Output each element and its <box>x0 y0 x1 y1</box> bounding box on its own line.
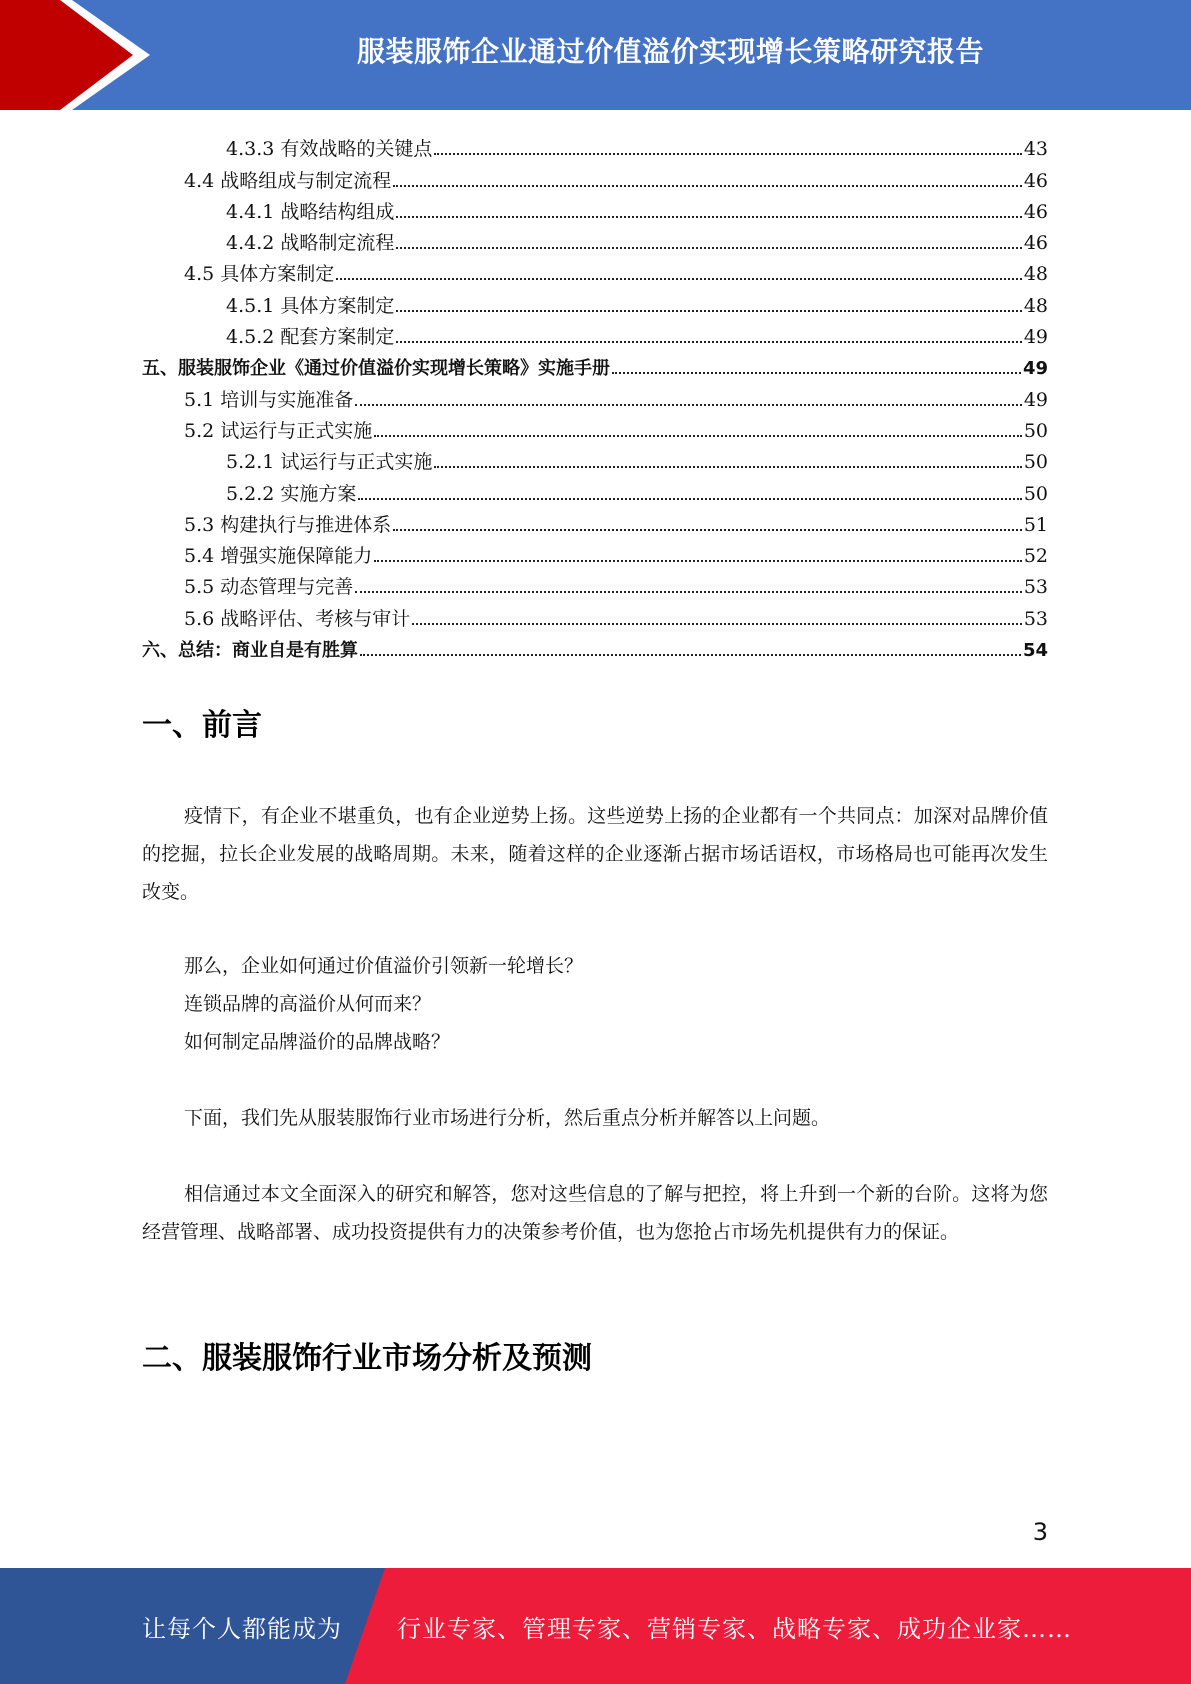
toc-leader-dots <box>612 372 1021 374</box>
toc-leader-dots <box>412 623 1022 625</box>
toc-entry-label: 4.5 具体方案制定 <box>184 263 335 286</box>
toc-entry[interactable] <box>142 472 1048 503</box>
question-3: 如何制定品牌溢价的品牌战略？ <box>184 1031 451 1053</box>
toc-entry-label: 5.6 战略评估、考核与审计 <box>184 607 411 630</box>
toc-leader-dots <box>396 310 1021 312</box>
market-analysis-heading: 二、服装服饰行业市场分析及预测 <box>142 1341 592 1376</box>
footer-slogan-right: 行业专家、管理专家、营销专家、战略专家、成功企业家…… <box>397 1614 1072 1643</box>
toc-entry-label: 4.5.1 具体方案制定 <box>226 294 395 317</box>
toc-entry[interactable] <box>142 128 1048 159</box>
toc-leader-dots <box>374 435 1022 437</box>
page-header <box>0 0 1191 110</box>
toc-entry-page: 49 <box>1022 358 1048 380</box>
question-2: 连锁品牌的高溢价从何而来？ <box>184 993 432 1015</box>
toc-leader-dots <box>393 185 1022 187</box>
preface-heading: 一、前言 <box>142 708 262 743</box>
toc-entry-page: 46 <box>1023 232 1048 255</box>
page-footer <box>0 1568 1191 1684</box>
toc-entry[interactable] <box>142 316 1048 347</box>
toc-entry-label: 5.2 试运行与正式实施 <box>184 419 373 442</box>
toc-entry-page: 50 <box>1023 482 1048 505</box>
toc-entry-page: 48 <box>1023 263 1048 286</box>
toc-entry-label: 4.4 战略组成与制定流程 <box>184 169 392 192</box>
toc-entry-label: 五、服装服饰企业《通过价值溢价实现增长策略》实施手册 <box>142 358 610 380</box>
toc-entry[interactable] <box>142 410 1048 441</box>
toc-entry-page: 49 <box>1023 388 1048 411</box>
toc-leader-dots <box>355 404 1022 406</box>
toc-entry-page: 49 <box>1023 326 1048 349</box>
toc-entry-label: 4.4.1 战略结构组成 <box>226 200 395 223</box>
toc-leader-dots <box>396 216 1021 218</box>
toc-leader-dots <box>355 591 1022 593</box>
toc-entry-page: 50 <box>1023 451 1048 474</box>
toc-entry-page: 46 <box>1023 169 1048 192</box>
table-of-contents <box>142 128 1048 660</box>
toc-leader-dots <box>393 529 1022 531</box>
toc-entry-label: 5.4 增强实施保障能力 <box>184 545 373 568</box>
toc-leader-dots <box>336 278 1022 280</box>
toc-entry-page: 51 <box>1023 513 1048 536</box>
toc-entry-page: 50 <box>1023 419 1048 442</box>
toc-entry[interactable] <box>142 441 1048 472</box>
toc-entry[interactable] <box>142 253 1048 284</box>
preface-paragraph-1: 疫情下，有企业不堪重负，也有企业逆势上扬。这些逆势上扬的企业都有一个共同点：加深对品牌价值的挖掘，拉长企业发展的战略周期。未来，随着这样的企业逐渐占据市场话语权，市场格局也可能再次发生改变。 <box>142 805 1048 903</box>
toc-leader-dots <box>396 341 1021 343</box>
toc-leader-dots <box>434 466 1021 468</box>
toc-entry-label: 六、总结：商业自是有胜算 <box>142 640 358 662</box>
toc-entry-page: 48 <box>1023 294 1048 317</box>
toc-leader-dots <box>434 153 1021 155</box>
toc-entry[interactable] <box>142 597 1048 628</box>
toc-entry-page: 52 <box>1023 545 1048 568</box>
toc-entry-label: 5.3 构建执行与推进体系 <box>184 513 392 536</box>
toc-entry-label: 4.3.3 有效战略的关键点 <box>226 138 433 161</box>
toc-entry-page: 43 <box>1023 138 1048 161</box>
toc-entry[interactable] <box>142 347 1048 378</box>
toc-entry[interactable] <box>142 535 1048 566</box>
toc-entry-label: 5.1 培训与实施准备 <box>184 388 354 411</box>
toc-leader-dots <box>396 247 1021 249</box>
toc-entry[interactable] <box>142 504 1048 535</box>
toc-entry-page: 54 <box>1022 640 1048 662</box>
toc-entry-page: 53 <box>1023 607 1048 630</box>
toc-leader-dots <box>360 654 1021 656</box>
toc-entry-label: 4.5.2 配套方案制定 <box>226 326 395 349</box>
toc-entry[interactable] <box>142 222 1048 253</box>
preface-paragraph-2: 下面，我们先从服装服饰行业市场进行分析，然后重点分析并解答以上问题。 <box>184 1107 831 1129</box>
toc-entry-label: 5.5 动态管理与完善 <box>184 576 354 599</box>
toc-leader-dots <box>374 560 1022 562</box>
toc-entry-label: 4.4.2 战略制定流程 <box>226 232 395 255</box>
preface-paragraph-3: 相信通过本文全面深入的研究和解答，您对这些信息的了解与把控，将上升到一个新的台阶。这将为您经营管理、战略部署、成功投资提供有力的决策参考价值，也为您抢占市场先机提供有力的保证。 <box>142 1183 1048 1243</box>
toc-entry[interactable] <box>142 284 1048 315</box>
toc-entry-page: 46 <box>1023 200 1048 223</box>
toc-entry[interactable] <box>142 191 1048 222</box>
toc-leader-dots <box>358 498 1021 500</box>
toc-entry[interactable] <box>142 378 1048 409</box>
question-1: 那么，企业如何通过价值溢价引领新一轮增长？ <box>184 955 584 977</box>
toc-entry[interactable] <box>142 629 1048 660</box>
toc-entry-label: 5.2.2 实施方案 <box>226 482 357 505</box>
toc-entry-label: 5.2.1 试运行与正式实施 <box>226 451 433 474</box>
footer-slogan-left: 让每个人都能成为 <box>142 1614 342 1643</box>
page-number: 3 <box>1032 1518 1048 1546</box>
toc-entry-page: 53 <box>1023 576 1048 599</box>
toc-entry[interactable] <box>142 159 1048 190</box>
toc-entry[interactable] <box>142 566 1048 597</box>
report-title: 服装服饰企业通过价值溢价实现增长策略研究报告 <box>356 35 984 68</box>
